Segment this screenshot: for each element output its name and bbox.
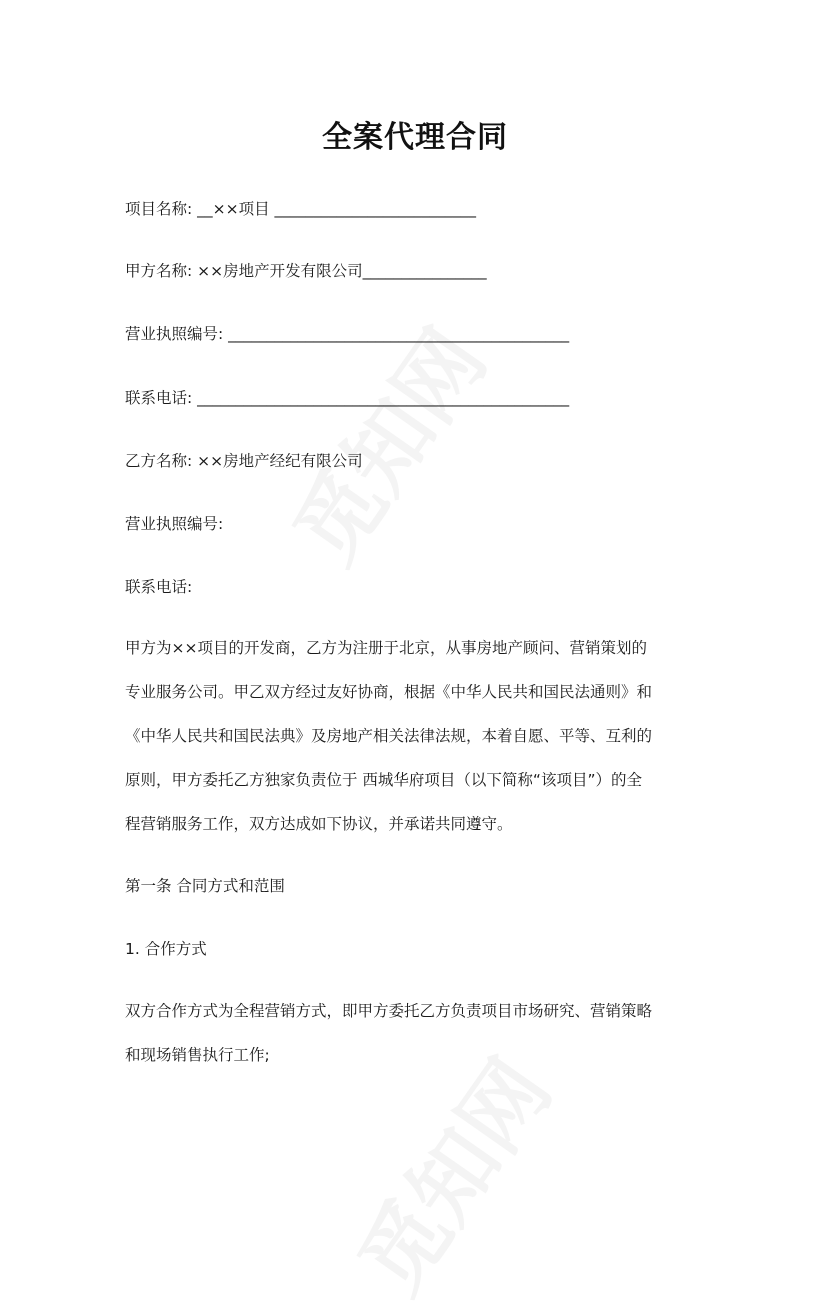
project-name-field: 项目名称: __××项目 __________________________ xyxy=(125,200,477,218)
party-b-phone-field: 联系电话: xyxy=(125,578,193,596)
article-1-paragraph xyxy=(125,989,710,1077)
party-b-license-field: 营业执照编号: xyxy=(125,515,224,533)
intro-line: 原则，甲方委托乙方独家负责位于 西城华府项目（以下简称“该项目”）的全 xyxy=(125,771,642,789)
party-a-license-field: 营业执照编号: ____________________________________________ xyxy=(125,325,570,343)
article-1-heading: 第一条 合同方式和范围 xyxy=(125,877,285,895)
article-1-line: 双方合作方式为全程营销方式，即甲方委托乙方负责项目市场研究、营销策略 xyxy=(125,1002,653,1020)
party-a-phone-field: 联系电话: ________________________________________________ xyxy=(125,389,570,407)
article-1-subheading: 1. 合作方式 xyxy=(125,940,207,958)
intro-paragraph xyxy=(125,626,710,846)
party-a-name-field: 甲方名称: ××房地产开发有限公司________________ xyxy=(125,262,487,280)
article-1-line: 和现场销售执行工作; xyxy=(125,1046,270,1064)
party-b-name-field: 乙方名称: ××房地产经纪有限公司 xyxy=(125,452,363,470)
document-title: 全案代理合同 xyxy=(322,120,508,155)
intro-line: 程营销服务工作，双方达成如下协议，并承诺共同遵守。 xyxy=(125,815,513,833)
intro-line: 甲方为××项目的开发商，乙方为注册于北京，从事房地产顾问、营销策划的 xyxy=(125,639,647,657)
intro-line: 《中华人民共和国民法典》及房地产相关法律法规，本着自愿、平等、互利的 xyxy=(125,727,653,745)
intro-line: 专业服务公司。甲乙双方经过友好协商，根据《中华人民共和国民法通则》和 xyxy=(125,683,653,701)
